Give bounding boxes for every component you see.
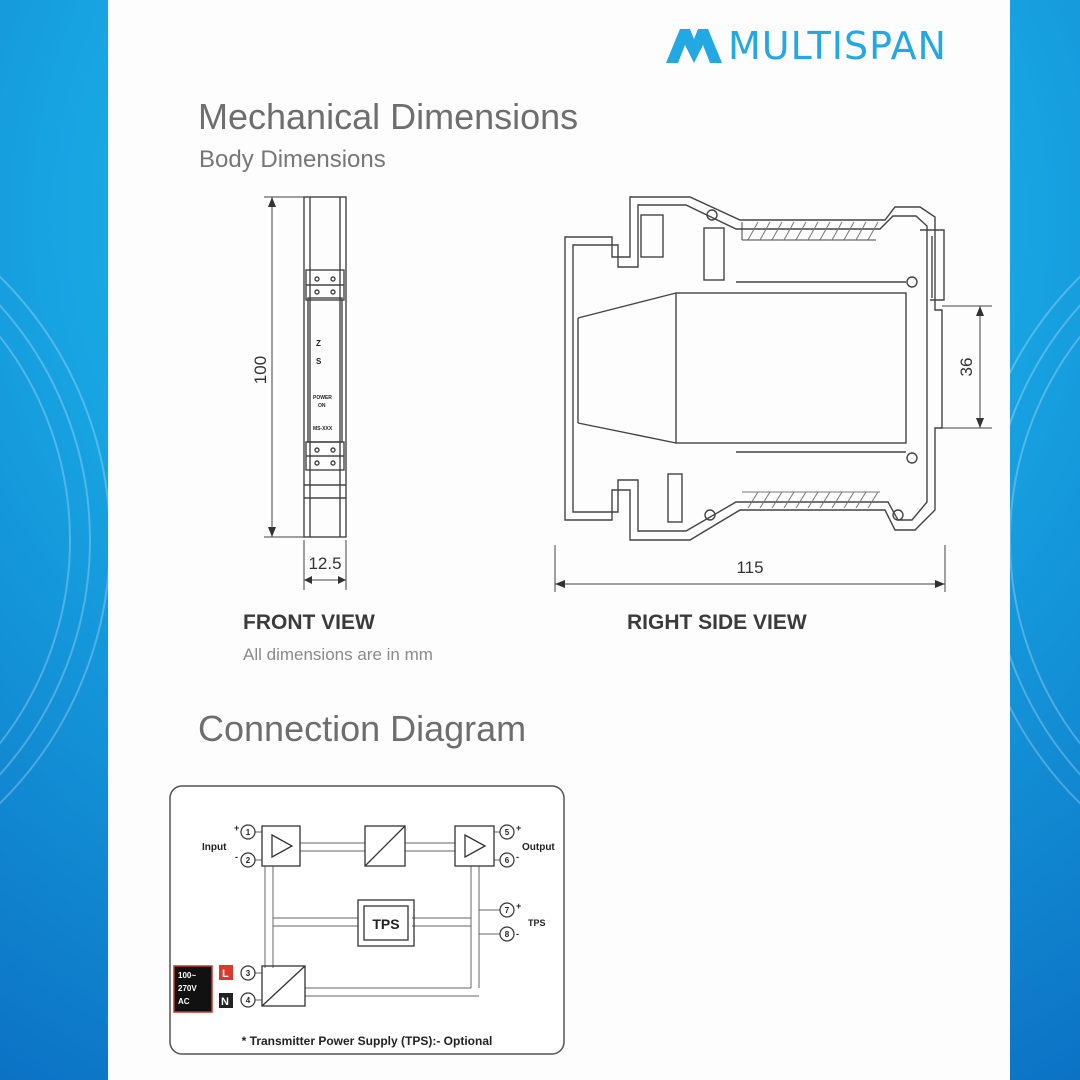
- tps-minus-sign: -: [516, 929, 519, 939]
- input-minus-sign: -: [235, 852, 238, 862]
- terminal-3: 3: [245, 969, 251, 978]
- right-side-view-label: RIGHT SIDE VIEW: [627, 611, 807, 634]
- input-label: Input: [202, 842, 227, 853]
- terminal-8: 8: [504, 930, 510, 939]
- brand-name: MULTISPAN: [728, 24, 947, 68]
- tps-terminal-label: TPS: [528, 918, 546, 928]
- supply-line-1: 100~: [178, 971, 197, 980]
- supply-line-2: 270V: [178, 984, 197, 993]
- front-panel-s: S: [316, 357, 322, 366]
- body-dimensions-subtitle: Body Dimensions: [199, 146, 386, 173]
- terminal-6: 6: [504, 856, 510, 865]
- connection-diagram-title: Connection Diagram: [198, 708, 527, 749]
- front-height-dimension: 100: [251, 355, 270, 385]
- terminal-7: 7: [504, 906, 510, 915]
- mechanical-dimensions-title: Mechanical Dimensions: [198, 96, 579, 137]
- side-width-dimension: 115: [736, 558, 764, 577]
- supply-line-3: AC: [178, 997, 190, 1006]
- output-label: Output: [522, 842, 555, 853]
- terminal-2: 2: [245, 856, 251, 865]
- output-plus-sign: +: [516, 823, 522, 833]
- terminal-1: 1: [245, 828, 251, 837]
- output-minus-sign: -: [516, 852, 519, 862]
- tps-plus-sign: +: [516, 901, 522, 911]
- rail-height-dimension: 36: [957, 357, 976, 377]
- front-view-label: FRONT VIEW: [243, 611, 375, 634]
- front-panel-model: MS-XXX: [313, 426, 333, 432]
- live-label: L: [222, 968, 229, 980]
- terminal-4: 4: [245, 996, 251, 1005]
- dimensions-unit-note: All dimensions are in mm: [243, 645, 433, 664]
- front-width-dimension: 12.5: [308, 554, 342, 573]
- terminal-5: 5: [504, 828, 510, 837]
- front-panel-z: Z: [316, 339, 321, 348]
- tps-box-label: TPS: [372, 916, 400, 932]
- front-panel-power: POWER: [313, 395, 332, 401]
- neutral-label: N: [221, 996, 229, 1008]
- input-plus-sign: +: [234, 823, 240, 833]
- tps-footnote: * Transmitter Power Supply (TPS):- Optional: [241, 1034, 493, 1048]
- front-panel-on: ON: [318, 403, 326, 409]
